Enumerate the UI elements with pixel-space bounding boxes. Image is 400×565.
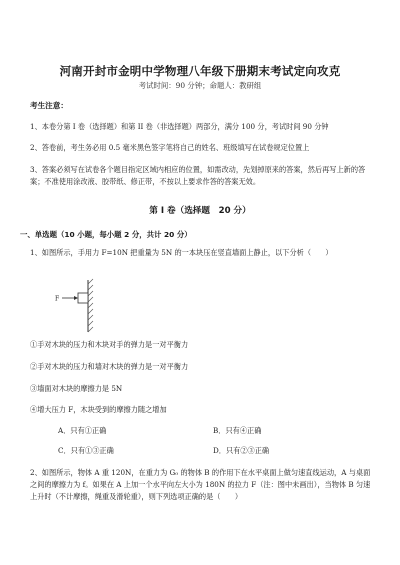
exam-subtitle: 考试时间：90 分钟；命题人：教研组 (138, 81, 262, 90)
option-c[interactable]: C．只有①③正确 (58, 446, 114, 455)
force-arrowhead (74, 296, 78, 300)
wall-hatching (88, 279, 93, 332)
question-2-stem: 2、如图所示，物体 A 重 120N，在重力为 G₀ 的物体 B 的作用下在水平桌面上做匀速直线运动，A 与桌面之间的摩擦力为 f。如果在 A 上加一个水平向左大小为 180N 的拉力 F（注：图中未画出），当物体 B 匀速上升时（不计摩擦，绳重及滑轮重），则下列选项正确的是（ ） (30, 468, 371, 501)
notice-item-3: 3、答案必须写在试卷各个题目指定区域内相应的位置，如需改动，先划掉原来的答案，然后再写上新的答案；不准使用涂改液、胶带纸、修正带，不按以上要求作答的答案无效。 (30, 165, 366, 186)
part-heading: 一、单选题（10 小题，每小题 2 分，共计 20 分） (20, 230, 192, 239)
statement-1: ①手对木块的压力和木块对手的弹力是一对平衡力 (30, 340, 189, 349)
wood-block (78, 293, 88, 303)
option-b[interactable]: B．只有④正确 (213, 426, 262, 435)
option-a[interactable]: A．只有①正确 (58, 426, 107, 435)
question-1-stem: 1、如图所示，手用力 F=10N 把重量为 5N 的一本块压在竖直墙面上静止，以下分析（ ） (30, 248, 333, 257)
statement-4: ④增大压力 F，木块受到的摩擦力随之增加 (30, 405, 167, 414)
exam-title: 河南开封市金明中学物理八年级下册期末考试定向攻克 (59, 64, 341, 78)
notice-item-1: 1、本卷分第 I 卷（选择题）和第 II 卷（非选择题）两部分，满分 100 分，考试时间 90 分钟 (30, 122, 329, 131)
statement-3: ③墙面对木块的摩擦力是 5N (30, 384, 123, 393)
section-title: 第 I 卷（选择题 20 分） (149, 206, 251, 216)
question-1-figure (54, 278, 104, 334)
notice-item-2: 2、答卷前，考生务必用 0.5 毫米黑色签字笔将自己的姓名、班级填写在试卷规定位置上 (30, 143, 310, 152)
notice-heading: 考生注意： (30, 101, 68, 110)
force-label: F (55, 295, 60, 303)
statement-2: ②手对木块的压力和墙对木块的弹力是一对平衡力 (30, 362, 189, 371)
option-d[interactable]: D．只有②③正确 (213, 446, 270, 455)
